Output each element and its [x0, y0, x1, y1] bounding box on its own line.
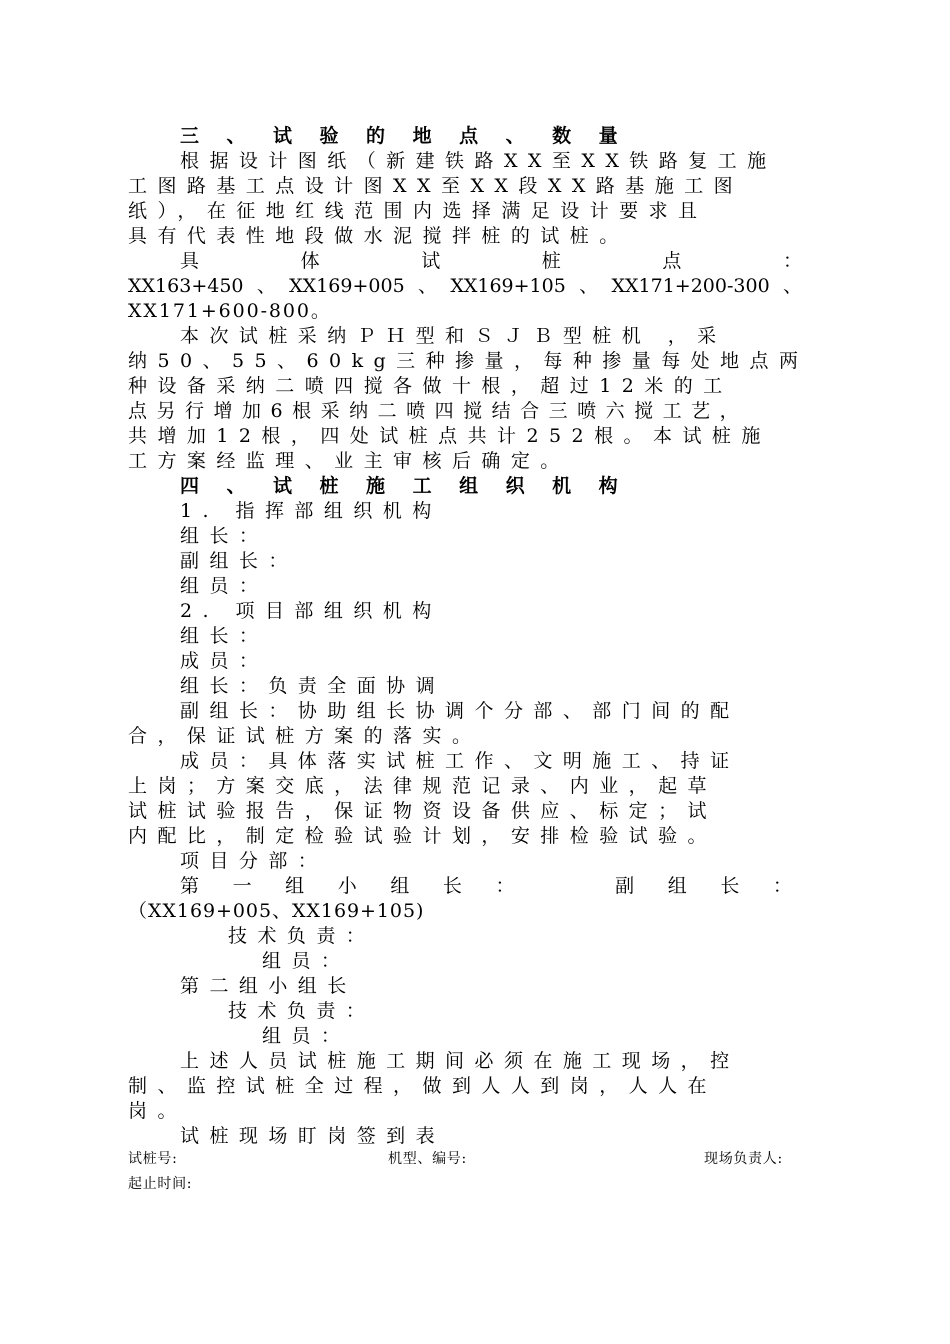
form-label-machine: 机型、编号:: [388, 1151, 467, 1167]
test-points-label: [180, 249, 802, 274]
duty-line: 试桩试验报告，保证物资设备供应、标定；试: [128, 800, 718, 822]
closing-line: 制、监控试桩全过程，做到人人到岗，人人在: [128, 1075, 718, 1097]
separator: 、: [579, 275, 599, 297]
group2-title: 第二组小组长: [180, 975, 357, 997]
test-point: XX169+005: [289, 275, 405, 297]
test-point: XX169+105: [450, 275, 566, 297]
role-line: 组员：: [180, 575, 269, 597]
group-char: 长: [720, 875, 740, 897]
group-char: 长: [442, 875, 462, 897]
label-char: 具: [180, 250, 200, 272]
section4-heading: 四 、 试 桩 施 工 组 织 机 构: [180, 475, 629, 497]
duty-line: 上岗；方案交底，法律规范记录、内业，起草: [128, 775, 718, 797]
closing-line: 岗。: [128, 1100, 187, 1122]
group-char: 组: [285, 875, 305, 897]
duty-line: 副组长：协助组长协调个分部、部门间的配: [180, 700, 740, 722]
duty-line: 成员：具体落实试桩工作、文明施工、持证: [180, 750, 740, 772]
form-label-site-head: 现场负责人:: [704, 1151, 783, 1167]
group-char: ：: [772, 875, 792, 897]
paragraph-line: 共增加12根，四处试桩点共计252根。本试桩施: [128, 425, 771, 447]
group1-line: [180, 874, 792, 899]
form-label-pile-no: 试桩号:: [128, 1151, 178, 1167]
role-line: 技术负责：: [228, 1000, 376, 1022]
group-char: 一: [232, 875, 252, 897]
duty-line: 内配比，制定检验试验计划，安排检验试验。: [128, 825, 718, 847]
paragraph-line: 根据设计图纸（新建铁路XX至XX铁路复工施: [180, 150, 777, 172]
test-points-list: [128, 274, 802, 299]
test-point-last: XX171+600-800。: [128, 300, 332, 322]
paragraph-line: 纳50、55、60kg三种掺量，每种掺量每处地点两: [128, 350, 809, 372]
group-char: 小: [337, 875, 357, 897]
duty-line: 组长：负责全面协调: [180, 675, 446, 697]
label-char: 桩: [541, 250, 561, 272]
paragraph-line: 工图路基工点设计图XX至XX段XX路基施工图: [128, 175, 744, 197]
branch-title: 项目分部：: [180, 850, 328, 872]
role-line: 技术负责：: [228, 925, 376, 947]
paragraph-line: 本次试桩采纳ＰＨ型和ＳＪＢ型桩机 ，采: [180, 325, 727, 347]
role-line: 组长：: [180, 625, 269, 647]
role-line: 组员：: [262, 1025, 351, 1047]
test-point: XX163+450: [128, 275, 244, 297]
closing-line: 上述人员试桩施工期间必须在施工现场，控: [180, 1050, 740, 1072]
label-char: 点: [662, 250, 682, 272]
role-line: 组长：: [180, 525, 269, 547]
separator: 、: [256, 275, 276, 297]
group-char: 组: [667, 875, 687, 897]
group-char: 第: [180, 875, 200, 897]
separator: 、: [417, 275, 437, 297]
label-char: 试: [421, 250, 441, 272]
subheading-project: 2. 项目部组织机构: [180, 600, 442, 622]
subheading-hq: 1. 指挥部组织机构: [180, 500, 442, 522]
paragraph-line: 具有代表性地段做水泥搅拌桩的试桩。: [128, 225, 629, 247]
group-char: ：: [495, 875, 515, 897]
section3-heading: 三 、 试 验 的 地 点 、 数 量: [180, 125, 629, 147]
label-char: ：: [782, 250, 802, 272]
role-line: 成员：: [180, 650, 269, 672]
role-line: 副组长：: [180, 550, 298, 572]
group-char: 副: [615, 875, 635, 897]
paragraph-line: 点另行增加6根采纳二喷四搅结合三喷六搅工艺，: [128, 400, 749, 422]
table-title: 试桩现场盯岗签到表: [180, 1125, 446, 1147]
label-char: 体: [300, 250, 320, 272]
role-line: 组员：: [262, 950, 351, 972]
separator: 、: [782, 275, 802, 297]
paragraph-line: 工方案经监理、业主审核后确定。: [128, 450, 570, 472]
paragraph-line: 种设备采纳二喷四搅各做十根，超过12米的工: [128, 375, 733, 397]
form-label-time: 起止时间:: [128, 1176, 193, 1192]
test-point: XX171+200-300: [611, 275, 770, 297]
group1-range: （XX169+005、XX169+105): [128, 900, 425, 922]
duty-line: 合，保证试桩方案的落实。: [128, 725, 482, 747]
group-char: 组: [390, 875, 410, 897]
paragraph-line: 纸），在征地红线范围内选择满足设计要求且: [128, 200, 708, 222]
